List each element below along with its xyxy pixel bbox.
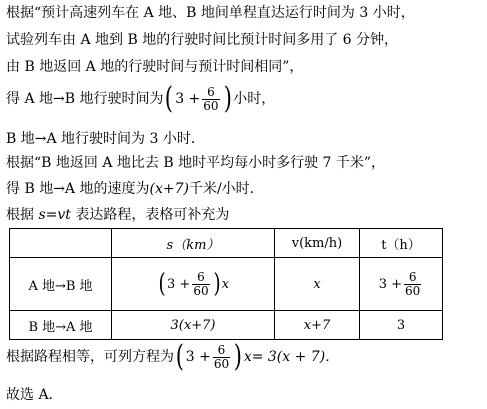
table-row	[10, 258, 443, 311]
frac-denominator: 60	[405, 283, 421, 298]
table-header-cell: t（h）	[360, 229, 443, 258]
table-row	[10, 311, 443, 340]
frac-denominator: 60	[213, 356, 230, 371]
line4-suffix: 小时，	[233, 91, 276, 107]
frac-numerator: 6	[197, 269, 205, 284]
equation	[174, 340, 252, 374]
frac-numerator: 6	[408, 269, 417, 284]
text-line-7	[6, 180, 264, 198]
variable-x: x	[243, 349, 252, 365]
left-paren: (	[158, 269, 166, 299]
line7-suffix: 千米/小时．	[188, 181, 264, 197]
table-header-row	[10, 229, 443, 258]
frac-denominator: 60	[203, 98, 219, 113]
three-plus: 3 +	[185, 349, 211, 365]
fraction	[404, 271, 421, 298]
fraction	[192, 271, 209, 298]
text-line-6: 根据“B 地返回 A 地比去 B 地时平均每小时多行驶 7 千米”，	[6, 155, 386, 171]
table-cell-speed: x	[275, 258, 360, 311]
text-line-3: 由 B 地返回 A 地的行驶时间与预计时间相同”，	[6, 59, 304, 75]
table-header-cell	[10, 229, 112, 258]
line8-prefix: 根据	[6, 207, 34, 223]
text-line-1: 根据“预计高速列车在 A 地、B 地间单程直达运行时间为 3 小时，	[6, 5, 415, 21]
three-plus: 3 +	[175, 91, 201, 107]
text-line-2: 试验列车由 A 地到 B 地的行驶时间比预计时间多用了 6 分钟，	[6, 32, 399, 48]
table-header-cell: v(km/h)	[275, 229, 360, 258]
right-paren: )	[223, 81, 232, 116]
frac-numerator: 6	[207, 84, 215, 99]
text-line-9	[6, 340, 339, 376]
table-row-label: B 地→A 地	[10, 311, 112, 340]
line4-prefix: 得 A 地→B 地行驶时间为	[6, 91, 164, 107]
time-ab-expression	[163, 82, 233, 116]
line8-suffix: 表达路程，表格可补充为	[75, 207, 230, 223]
three-plus: 3 +	[378, 276, 402, 292]
right-paren: )	[213, 269, 221, 299]
right-paren: )	[233, 339, 243, 374]
table-header-cell: s（km）	[112, 229, 275, 258]
speed-expression: (x+7)	[149, 181, 189, 197]
left-paren: (	[165, 81, 174, 116]
text-line-5: B 地→A 地行驶时间为 3 小时．	[6, 131, 205, 147]
frac-numerator: 6	[217, 342, 226, 357]
table-cell-speed: x+7	[275, 311, 360, 340]
formula: s=vt	[38, 207, 71, 223]
fraction	[213, 344, 230, 371]
left-paren: (	[175, 339, 184, 374]
text-line-8	[6, 206, 229, 224]
text-line-10: 故选 A．	[6, 387, 63, 403]
frac-denominator: 60	[193, 283, 209, 298]
table-cell-time: 3	[360, 311, 443, 340]
line7-prefix: 得 B 地→A 地的速度为	[6, 181, 150, 197]
line9-prefix: 根据路程相等，可列方程为	[6, 349, 174, 365]
fraction	[202, 86, 219, 113]
table-row-label: A 地→B 地	[10, 258, 112, 311]
data-table	[9, 228, 443, 340]
table-cell-distance	[112, 258, 275, 311]
table-cell-distance: 3(x+7)	[112, 311, 275, 340]
table-cell-time	[360, 258, 443, 311]
equation-rhs: = 3(x + 7)．	[251, 349, 340, 365]
text-line-4	[6, 82, 275, 118]
variable-x: x	[221, 276, 230, 292]
three-plus: 3 +	[167, 276, 191, 292]
